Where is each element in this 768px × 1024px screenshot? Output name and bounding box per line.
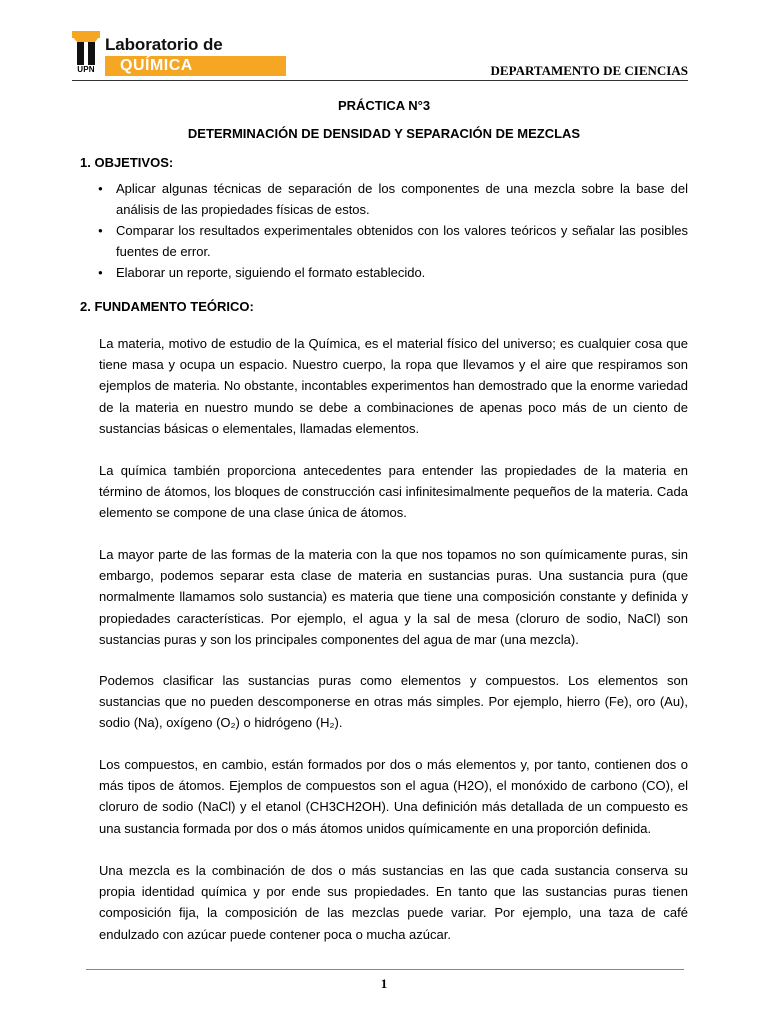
page-subtitle: DETERMINACIÓN DE DENSIDAD Y SEPARACIÓN DE MEZCLAS: [187, 126, 581, 141]
paragraph: Los compuestos, en cambio, están formados por dos o más elementos y, por tanto, contienen dos o más tipos de átomos. Ejemplos de compuestos son el agua (H2O), el monóxido de carbono (CO), el cloruro de sodio (NaCl) y el etanol (CH3CH2OH). Una definición más detallada de un compuesto es una sustancia formada por dos o más átomos unidos químicamente en una proporción definida.: [99, 757, 688, 836]
footer-divider: [86, 969, 684, 970]
section-heading-objetivos: 1. OBJETIVOS:: [80, 155, 174, 170]
paragraph: Una mezcla es la combinación de dos o más sustancias en las que cada sustancia conserva su propia identidad química y por ende sus propiedades. En tanto que las sustancias puras tienen composición fija, la composición de las mezclas puede variar. Por ejemplo, una taza de café endulzado con azúcar puede contener poca o mucha azúcar.: [99, 863, 688, 942]
paragraph: La mayor parte de las formas de la materia con la que nos topamos no son químicamente puras, sin embargo, podemos separar esta clase de materia en sustancias puras. Una sustancia pura (que normalmente llamamos solo sustancia) es materia que tiene una composición constante y definida y propiedades características. Por ejemplo, el agua y la sal de mesa (cloruro de sodio, NaCl) son sustancias puras y son los principales componentes del agua de mar (una mezcla).: [99, 547, 688, 647]
objectives-list: [80, 178, 688, 283]
paragraph: La química también proporciona antecedentes para entender las propiedades de la materia en término de átomos, los bloques de construcción casi infinitesimalmente pequeños de la materia. Cada elemento se compone de una clase única de átomos.: [99, 463, 688, 521]
section-heading-fundamento: 2. FUNDAMENTO TEÓRICO:: [80, 299, 254, 314]
paragraph: La materia, motivo de estudio de la Química, es el material físico del universo; es cualquier cosa que tiene masa y ocupa un espacio. Nuestro cuerpo, la ropa que llevamos y el aire que respiramos son ejemplos de materia. No obstante, incontables experimentos han demostrado que la enorme variedad de la materia en nuestro mundo se debe a combinaciones de apenas poco más de un ciento de sustancias básicas o elementales, llamadas elementos.: [99, 336, 688, 436]
logo-title: Laboratorio de: [105, 35, 223, 54]
page-title: PRÁCTICA N°3: [337, 98, 431, 113]
logo-subtitle: QUÍMICA: [120, 57, 193, 74]
page-number: 1: [380, 976, 388, 991]
list-item: ● Elaborar un reporte, siguiendo el formato establecido.: [80, 262, 688, 283]
logo: [72, 31, 222, 77]
list-item: ● Comparar los resultados experimentales obtenidos con los valores teóricos y señalar las posibles fuentes de error.: [80, 220, 688, 262]
logo-mark-text: UPN: [77, 65, 95, 74]
paragraph: Podemos clasificar las sustancias puras como elementos y compuestos. Los elementos son sustancias que no pueden descomponerse en otras más simples. Por ejemplo, hierro (Fe), oro (Au), sodio (Na), oxígeno (O₂) o hidrógeno (H₂).: [99, 673, 688, 731]
department-label: DEPARTAMENTO DE CIENCIAS: [490, 63, 688, 78]
header-divider: [72, 80, 688, 81]
list-item: ● Aplicar algunas técnicas de separación de los componentes de una mezcla sobre la base del análisis de las propiedades físicas de estos.: [80, 178, 688, 220]
